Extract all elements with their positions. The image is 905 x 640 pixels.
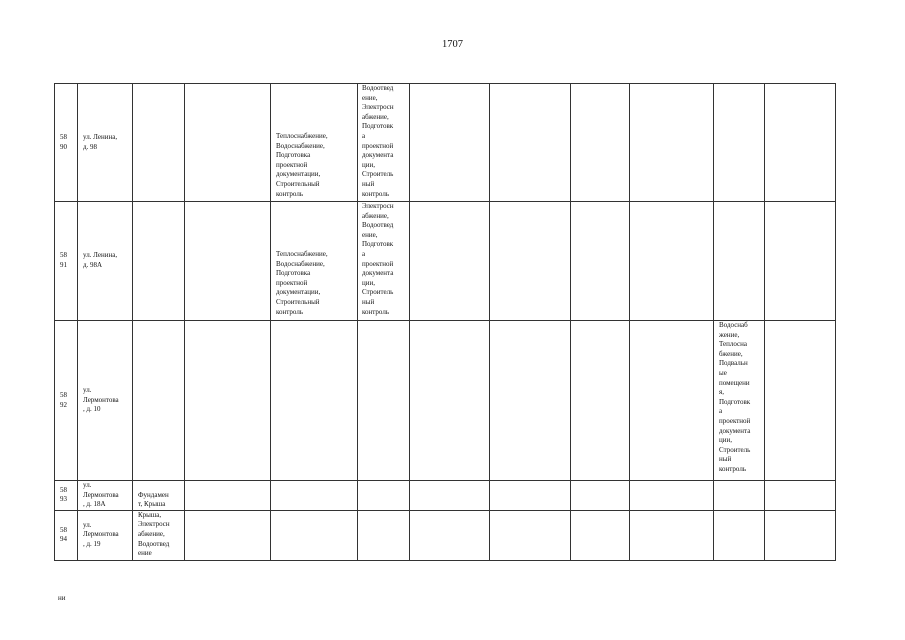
empty-cell xyxy=(410,202,490,321)
works-cell xyxy=(714,510,765,560)
empty-cell xyxy=(490,510,571,560)
empty-cell xyxy=(630,202,714,321)
works-cell xyxy=(185,510,271,560)
empty-cell xyxy=(630,84,714,202)
empty-cell xyxy=(765,202,836,321)
empty-cell xyxy=(490,84,571,202)
row-number: 58 91 xyxy=(55,202,78,321)
empty-cell xyxy=(490,321,571,481)
works-cell xyxy=(358,481,410,511)
footer-mark: ни xyxy=(58,594,66,602)
empty-cell xyxy=(410,84,490,202)
works-cell xyxy=(185,321,271,481)
empty-cell xyxy=(571,510,630,560)
table-row xyxy=(55,202,836,321)
empty-cell xyxy=(630,481,714,511)
empty-cell xyxy=(571,202,630,321)
works-cell xyxy=(358,321,410,481)
works-cell xyxy=(714,481,765,511)
works-cell: Теплоснабжение, Водоснабжение, Подготовка проектной документации, Строительный контроль xyxy=(271,202,358,321)
table-row xyxy=(55,321,836,481)
works-cell xyxy=(185,84,271,202)
empty-cell xyxy=(630,510,714,560)
row-number: 58 93 xyxy=(55,481,78,511)
works-cell xyxy=(133,84,185,202)
empty-cell xyxy=(410,321,490,481)
empty-cell xyxy=(490,202,571,321)
works-cell xyxy=(133,321,185,481)
address-cell: ул. Лермонтова , д. 10 xyxy=(78,321,133,481)
works-cell: Крыша, Электросн абжение, Водоотвед ение xyxy=(133,510,185,560)
works-cell xyxy=(271,510,358,560)
table-row xyxy=(55,481,836,511)
works-cell xyxy=(714,84,765,202)
row-number: 58 92 xyxy=(55,321,78,481)
address-cell: ул. Ленина, д. 98А xyxy=(78,202,133,321)
empty-cell xyxy=(410,481,490,511)
address-cell: ул. Лермонтова , д. 18А xyxy=(78,481,133,511)
empty-cell xyxy=(765,321,836,481)
empty-cell xyxy=(490,481,571,511)
empty-cell xyxy=(571,321,630,481)
works-cell xyxy=(358,510,410,560)
works-cell xyxy=(133,202,185,321)
works-cell: Водоснаб жение, Теплосна бжение, Подвальн ые помещени я, Подготовк а проектной документа ции, Строитель ный контроль xyxy=(714,321,765,481)
works-cell: Теплоснабжение, Водоснабжение, Подготовка проектной документации, Строительный контроль xyxy=(271,84,358,202)
works-cell xyxy=(714,202,765,321)
works-cell xyxy=(185,202,271,321)
empty-cell xyxy=(571,84,630,202)
works-cell: Водоотвед ение, Электросн абжение, Подготовк а проектной документа ции, Строитель ный контроль xyxy=(358,84,410,202)
table-row xyxy=(55,84,836,202)
empty-cell xyxy=(410,510,490,560)
empty-cell xyxy=(571,481,630,511)
page-number: 1707 xyxy=(442,39,463,50)
table-row xyxy=(55,510,836,560)
works-table xyxy=(54,83,836,561)
address-cell: ул. Лермонтова , д. 19 xyxy=(78,510,133,560)
row-number: 58 90 xyxy=(55,84,78,202)
empty-cell xyxy=(765,510,836,560)
works-cell xyxy=(185,481,271,511)
address-cell: ул. Ленина, д. 98 xyxy=(78,84,133,202)
works-cell: Фундамен т, Крыша xyxy=(133,481,185,511)
row-number: 58 94 xyxy=(55,510,78,560)
empty-cell xyxy=(765,84,836,202)
empty-cell xyxy=(630,321,714,481)
works-cell xyxy=(271,481,358,511)
works-cell xyxy=(271,321,358,481)
empty-cell xyxy=(765,481,836,511)
works-cell: Электросн абжение, Водоотвед ение, Подготовк а проектной документа ции, Строитель ный контроль xyxy=(358,202,410,321)
